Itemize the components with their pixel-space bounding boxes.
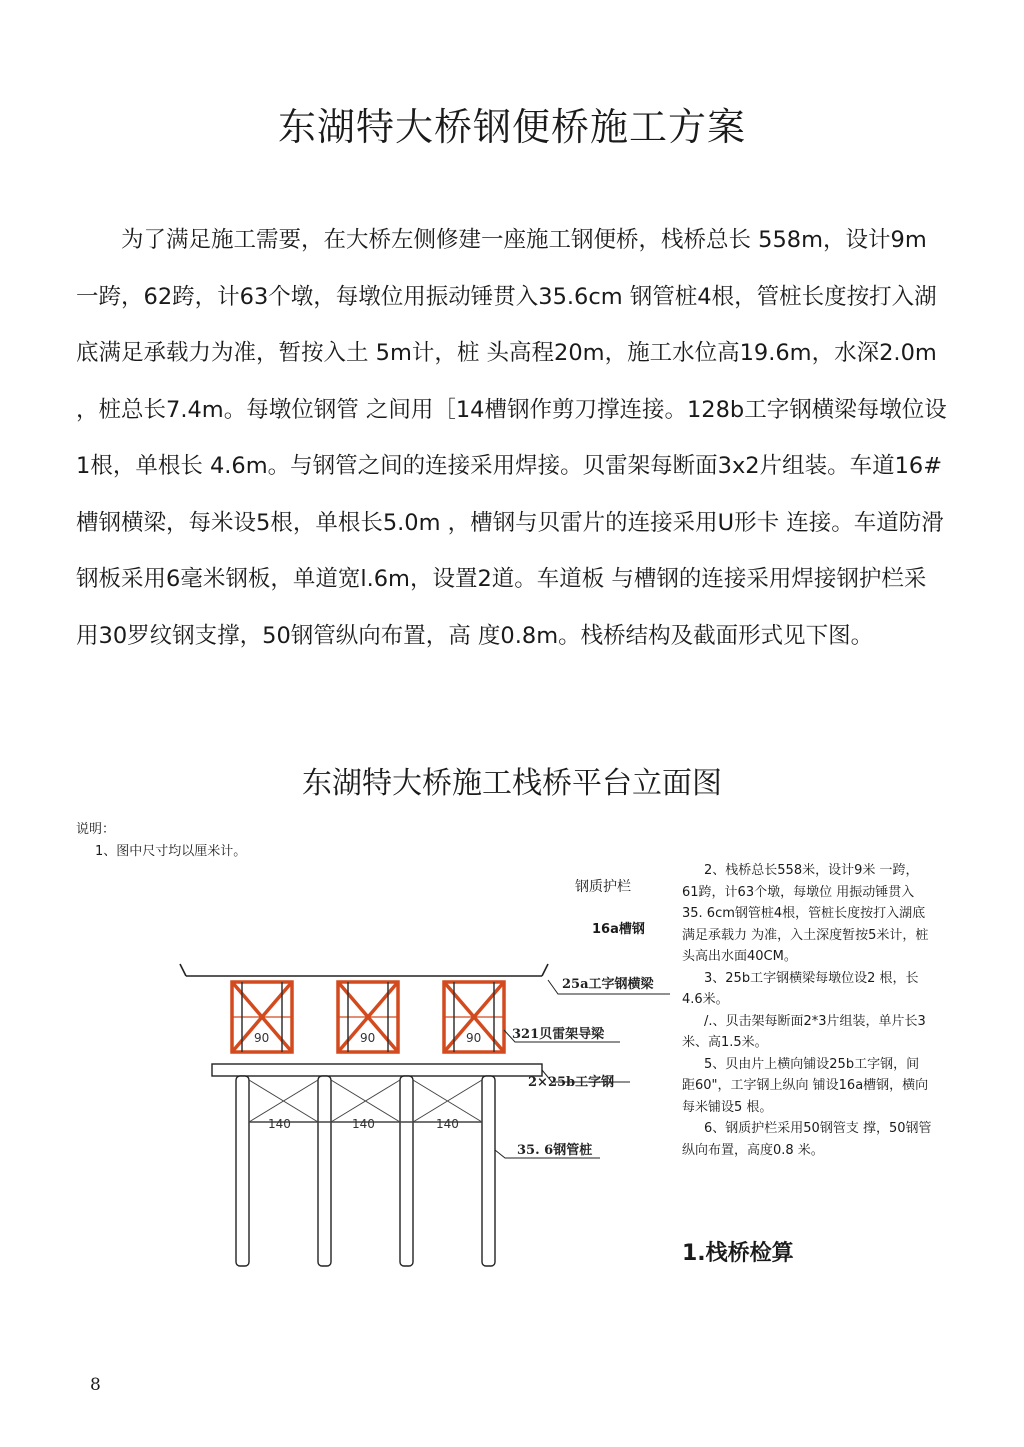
notes-list (682, 860, 932, 1161)
note-2: 2、栈桥总长558米，设计9米 一跨，61跨，计63个墩，每墩位 用振动锤贯入35. 6cm钢管桩4根，管桩长度按打入湖底满足承载力 为准，入土深度暂按5米计，桩 头高出水面40CM。 (682, 863, 929, 964)
note-3: 3、25b工字钢横梁每墩位设2 根，长4.6米。 (682, 970, 919, 1007)
label-steel-railing: 钢质护栏 (575, 879, 631, 895)
section-heading: 1.栈桥检算 (682, 1241, 794, 1266)
note-4: /.、贝击架每断面2*3片组装，单片长3米、高1.5米。 (682, 1013, 926, 1050)
label-16a-channel: 16a槽钢 (592, 922, 645, 937)
note-5: 5、贝由片上横向铺设25b工字钢，间距60"，工字钢上纵向 铺设16a槽钢，横向每米铺设5 根。 (682, 1056, 929, 1115)
body-paragraph-block (76, 212, 948, 664)
label-steel-pile: 35. 6钢管桩 (517, 1143, 593, 1158)
note-1: 1、图中尺寸均以厘米计。 (95, 844, 247, 859)
figure-title: 东湖特大桥施工栈桥平台立面图 (302, 766, 722, 801)
deck-beam (180, 964, 548, 976)
note-6: 6、钢质护栏采用50钢管支 撑，50钢管纵向布置，高度0.8 米。 (682, 1121, 932, 1158)
cross-beam-2x25b (212, 1064, 542, 1076)
page-number: 8 (90, 1375, 101, 1395)
label-25a-beam: 25a工字钢横梁 (562, 977, 654, 992)
truss-dim-1: 90 (254, 1031, 270, 1045)
body-paragraph: 为了满足施工需要，在大桥左侧修建一座施工钢便桥，栈桥总长 558m，设计9m一跨，62跨，计63个墩，每墩位用振动锤贯入35.6cm 钢管桩4根，管桩长度按打入湖底满足承载力为准，暂按入土 5m计，桩 头高程20m，施工水位高19.6m，水深2.0m ，桩总长7.4m。每墩位钢管 之间用［14槽钢作剪刀撑连接。128b工字钢横梁每墩位设1根，单根长 4.6m。与钢管之间的连接采用焊接。贝雷架每断面3x2片组装。车道16# 槽钢横梁，每米设5根，单根长5.0m ，槽钢与贝雷片的连接采用U形卡 连接。车道防滑钢板采用6毫米钢板，单道宽l.6m，设置2道。车道板 与槽钢的连接采用焊接钢护栏采用30罗纹钢支撑，50钢管纵向布置，高 度0.8m。栈桥结构及截面形式见下图。 (76, 227, 947, 649)
pile-spacing-1: 140 (268, 1117, 291, 1131)
label-2x25b: 2×25b工字钢 (528, 1075, 615, 1090)
trestle-elevation-diagram (170, 950, 670, 1280)
truss-dim-3: 90 (466, 1031, 482, 1045)
pile-spacing-2: 140 (352, 1117, 375, 1131)
steel-piles (236, 1076, 495, 1266)
label-321-bailey: 321贝雷架导梁 (512, 1027, 605, 1042)
scissor-bracing (249, 1080, 482, 1122)
notes-heading: 说明： (76, 822, 116, 837)
pile-spacing-3: 140 (436, 1117, 459, 1131)
page-title: 东湖特大桥钢便桥施工方案 (277, 105, 746, 149)
truss-dim-2: 90 (360, 1031, 376, 1045)
